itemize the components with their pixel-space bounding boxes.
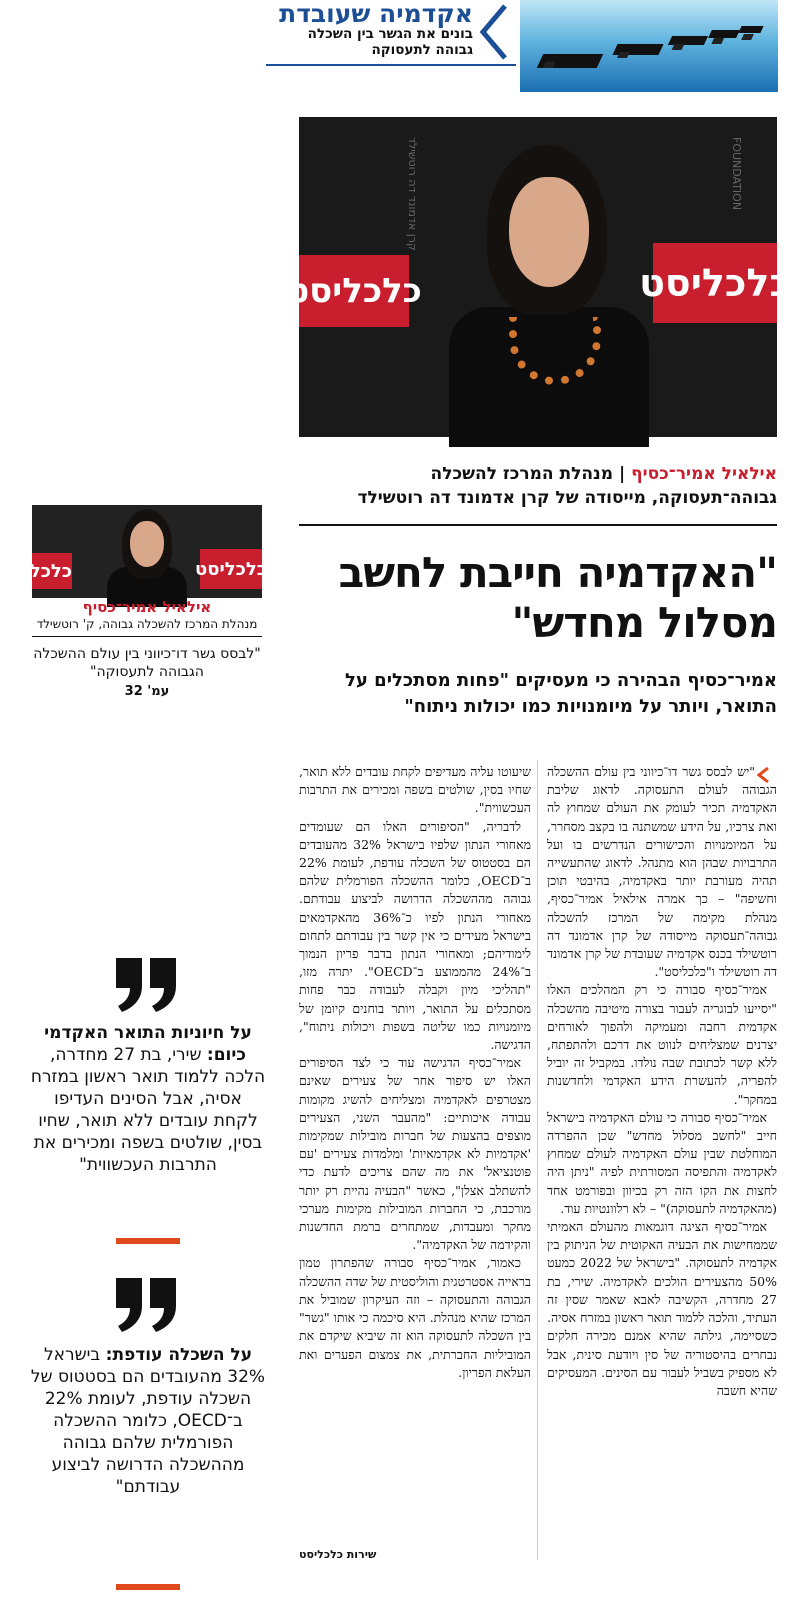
pull-quote: [30, 1022, 266, 1176]
quote-mark-icon: [112, 1278, 182, 1332]
photo-logo-left: כלכליסט: [299, 255, 409, 327]
pull-quote-lead: על השכלה עודפת:: [105, 1345, 253, 1365]
paragraph: אמיר־כסיף סבורה כי עולם האקדמיה בישראל חייב "לחשב מסלול מחדש" שכן ההפרדה המוחלטת שבין עולם האקדמיה לעולם שמחוץ לאקדמיה והתפיסה המסורתית לפיה "ניתן היה לחצות את הקו הזה רק בכיוון ובפורמט אחד (מהאקדמיה לתעסוקה)" – לא רלוונטיות עוד.: [547, 1109, 777, 1216]
sidebar-logo-left: כלכליסט: [32, 553, 72, 589]
paragraph: כאמור, אמיר־כסיף סבורה שהפתרון טמון בראייה אסטרטגית והוליסטית של שדה ההשכלה הגבוהה והתעסוקה – וזה העיקרון שמוביל את המרכז שהיא מנהלת. היא סיכמה כי אותו "גשר" בין השכלה לתעסוקה הוא זה שיביא שיקדם את המוביליות החברתית, את צמצום הפערים ואת העלאת הפריון.: [299, 1255, 531, 1380]
column-divider: [537, 760, 538, 1560]
pull-quote-lead: על חיוניות התואר האקדמי כיום:: [44, 1023, 252, 1065]
section-subtitle: בונים את הגשר בין השכלה גבוהה לתעסוקה: [307, 26, 473, 58]
sidebar-rule: [32, 636, 262, 637]
caption-role: מנהלת המרכז להשכלה גבוהה־תעסוקה, מייסודה של קרן אדמונד דה רוטשילד: [357, 464, 777, 508]
paragraph: אמיר־כסיף סבורה כי רק המהלכים האלו "יסייעו לבוגריה לעבור בצורה מיטיבה מהשכלה אקדמית רחבה ומעמיקה ולהפוך לאורחים יצרנים שמצליחים לנווט את דרכם ולהתפתח, ללא קשר לכתובת שבה נולדו. במקביל זה יוביל להפריה, להעשרת הידע האקדמי ולחדשנות במחקר".: [547, 982, 777, 1107]
photo-backdrop-text: קרן אדמונד דה רוטשילד: [406, 137, 419, 251]
photo-caption: [307, 462, 777, 510]
article-column-right: [547, 763, 777, 1593]
article-signoff: שירות כלכליסט: [299, 1548, 377, 1561]
paragraph: שיעוטו עליה מעדיפים לקחת עובדים ללא תואר, שחיו בסין, שולטים בשפה ומכירים את התרבות העכשווית".: [299, 764, 531, 816]
caption-rule: [299, 524, 777, 526]
sidebar-logo-right: כלכליסט: [200, 549, 262, 589]
paragraph: אמיר־כסיף הדגישה עוד כי לצד הסיפורים האלו יש סיפור אחר של צעירים שאינם מצטרפים לאקדמיה ומצליחים להשיג מקומות עבודה איכותיים: "מהעבר השני, הצעירים מוצפים בהצעות של חברות מובילות שמקימות 'אקדמיות לא אקדמאיות' ומלמדות צעירים 'עם פוטנציאל' את מה שהם צריכים לדעת כדי להשתלב אצלן", כאשר "הבעיה נהיית רק יותר מורכבת, כי החברות המובילות מקימות מערכי מחקר ומעבדות, שמתחרים ברמת החדשנות והקידמה של האקדמיה".: [299, 1055, 531, 1253]
pull-quote-rule: [116, 1238, 180, 1244]
headline: "האקדמיה חייבת לחשב מסלול מחדש": [338, 548, 777, 647]
subheadline: אמיר־כסיף הבהירה כי מעסיקים "פחות מסתכלים על התואר, ויותר על מיומנויות כמו יכולות ניתוח": [345, 670, 777, 717]
pull-quote-rule: [116, 1584, 180, 1590]
section-title: אקדמיה שעובדת: [279, 0, 473, 28]
paragraph: "יש לבסס גשר דו־כיווני בין עולם ההשכלה הגבוהה לעולם התעסוקה. לדאוג שליבת האקדמיה תכיר לעומק את העולם שמחוץ לה ואת צרכיו, על הידע שמשתנה בו בקצב מסחרר, על המיומנויות והכישורים הנדרשים בו ועל התרבויות שבהן הוא מתנהל. לדאוג שהתעשייה תהיה מעורבת יותר באקדמיה, בהיבטי תוכן וחשיפה" – כך אמרה אילאיל אמיר־כסיף, מנהלת מקימה של המרכז להשכלה גבוהה־תעסוקה מייסודה של קרן אדמונד דה רוטשילד בכנס אקדמיה שעובדת של קרן אדמונד דה רוטשילד ו"כלכליסט".: [547, 764, 777, 980]
chevron-left-icon: [475, 2, 513, 62]
paragraph: אמיר־כסיף הציגה דוגמאות מהעולם האמיתי שממחישות את הבעיה האקוטית של הניתוק בין אקדמיה לתעסוקה. "בישראל של 2022 כמעט 50% מהצעירים הולכים לאקדמיה. שירי, בת 27 מחדרה, הקשיבה לאבא שאמר שסין זה העתיד, והלכה ללמוד תואר ראשון במזרח אסיה. כשסיימה, גילתה שהיא אמנם מכירה חלקים נבחרים בהיסטוריה של סין ויודעת סינית, אבל לא מספיק בשביל לעבור עם הסינים. המעסיקים שהיא חשבה: [547, 1219, 777, 1398]
sidebar-page-ref: עמ' 32: [124, 684, 170, 699]
header-photo: [520, 0, 778, 92]
caption-separator: |: [613, 464, 632, 484]
quote-mark-icon: [112, 958, 182, 1012]
sidebar-quote: "לבסס גשר דו־כיווני בין עולם ההשכלה הגבוהה לתעסוקה": [33, 646, 261, 680]
sidebar-name: אילאיל אמיר־כסיף: [82, 598, 212, 616]
pull-quote: [30, 1344, 266, 1498]
header-rule: [266, 64, 516, 66]
article-column-left: [299, 763, 531, 1553]
pull-quote-text: בישראל 32% מהעובדים הם בסטטוס של השכלה עודפת, לעומת 22% ב־OECD, כלומר ההשכלה הפורמלית שלהם גבוהה מההשכלה הדרושה לביצוע עבודתם": [30, 1345, 266, 1497]
photo-backdrop-text-en: FOUNDATION: [730, 137, 743, 211]
sidebar-role: מנהלת המרכז להשכלה גבוהה, ק' רוטשילד: [36, 617, 258, 631]
paragraph: לדבריה, "הסיפורים האלו הם שעומדים מאחורי הנתון שלפיו בישראל 32% מהעובדים הם בסטטוס של השכלה עודפת, לעומת 22% ב־OECD, כלומר ההשכלה הפורמלית שלהם גבוהה מההשכלה הדרושה לביצוע עבודתם. מאחורי הנתון לפיו כ־36% מהאקדמאים בישראל מעידים כי אין קשר בין עבודתם לתחום לימודיהם; ומאחורי הנתון בדבר פריון הנמוך ב־24% מהממוצע ב־OECD". יתרה מזו, "תהליכי מיון וקבלה לעבודה כבר פחות מסתכלים על התואר, ויותר בוחנים קיומן של מיומנויות כמו שליטה בשפות ויכולות ניתוח", הדגישה.: [299, 818, 532, 1053]
photo-logo-right: כלכליסט: [653, 243, 777, 323]
sidebar-photo: [0, 505, 267, 598]
caption-name: אילאיל אמיר־כסיף: [631, 464, 777, 484]
pull-quote-text: שירי, בת 27 מחדרה, הלכה ללמוד תואר ראשון במזרח אסיה, אבל הסינים העדיפו לקחת עובדים ללא תואר, שחיו בסין, שולטים בשפה ומכירים את התרבות העכשווית": [30, 1045, 266, 1175]
main-photo: [286, 117, 791, 437]
